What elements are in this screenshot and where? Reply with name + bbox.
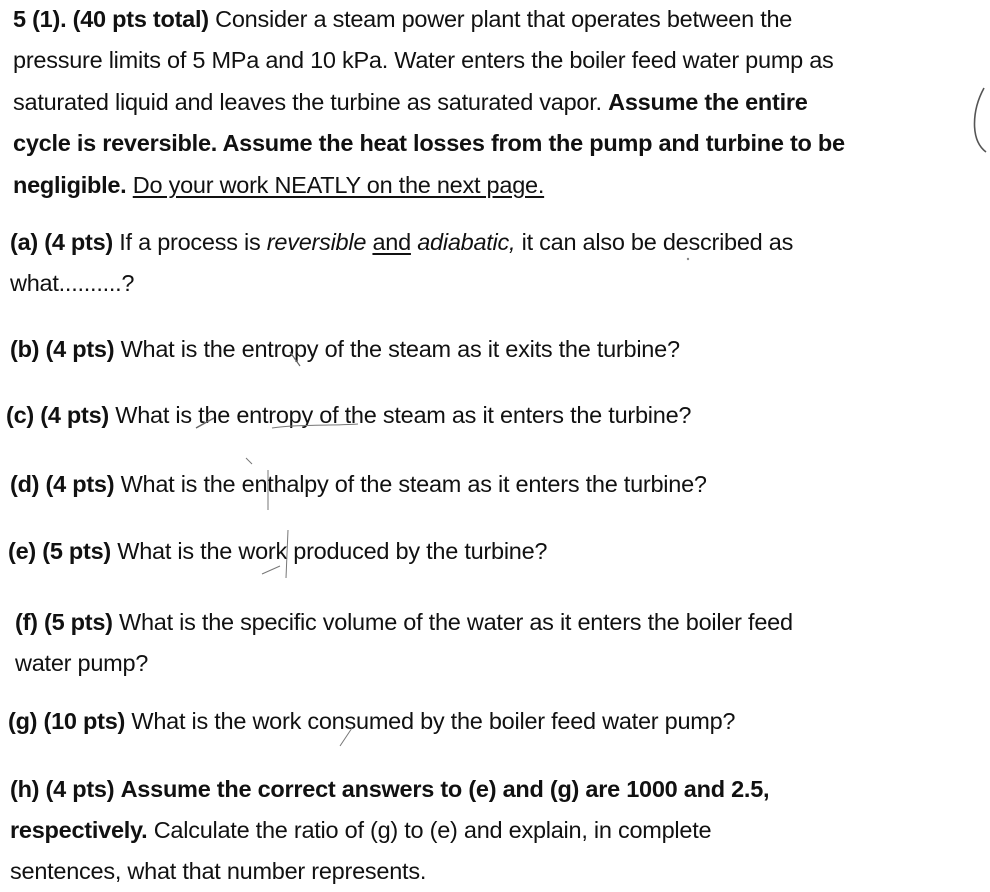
question-h-instruction: Calculate the ratio of (g) to (e) and explain, in complete xyxy=(153,817,712,843)
problem-number: 5 (1). xyxy=(13,6,67,32)
question-a-adiabatic: adiabatic, xyxy=(417,229,516,255)
intro-plain-text: saturated liquid and leaves the turbine as saturated vapor. xyxy=(13,89,602,115)
problem-intro-line2: pressure limits of 5 MPa and 10 kPa. Water enters the boiler feed water pump as xyxy=(13,47,834,73)
question-a-label: (a) (4 pts) xyxy=(10,229,113,255)
intro-instruction-underlined: Do your work NEATLY on the next page. xyxy=(132,172,545,198)
question-h-bold-text: Assume the correct answers to (e) and (g) are 1000 and 2.5, xyxy=(120,776,770,802)
question-h-line1 xyxy=(10,774,769,804)
problem-intro-line4 xyxy=(13,128,845,158)
question-a-reversible: reversible xyxy=(266,229,367,255)
problem-points: (40 pts total) xyxy=(72,6,209,32)
question-f-text: What is the specific volume of the water as it enters the boiler feed xyxy=(119,609,793,635)
question-e xyxy=(8,536,547,566)
problem-intro-line3 xyxy=(13,87,808,117)
question-h-label: (h) (4 pts) xyxy=(10,776,115,802)
intro-bold-assumptions: cycle is reversible. Assume the heat losses from the pump and turbine to be xyxy=(13,130,845,156)
question-c-label: (c) (4 pts) xyxy=(6,402,109,428)
question-c xyxy=(6,400,691,430)
question-h-line2 xyxy=(10,815,711,845)
margin-bracket-mark xyxy=(975,88,987,152)
question-a-text-after: it can also be described as xyxy=(521,229,794,255)
question-d xyxy=(10,469,707,499)
intro-bold-negligible: negligible. xyxy=(13,172,127,198)
question-h-respectively: respectively. xyxy=(10,817,148,843)
problem-intro-line5 xyxy=(13,170,544,200)
question-b-label: (b) (4 pts) xyxy=(10,336,115,362)
question-e-label: (e) (5 pts) xyxy=(8,538,111,564)
question-g xyxy=(8,706,735,736)
question-a-text-before: If a process is xyxy=(119,229,261,255)
question-d-label: (d) (4 pts) xyxy=(10,471,115,497)
question-f-label: (f) (5 pts) xyxy=(15,609,113,635)
question-f-line2: water pump? xyxy=(15,650,149,676)
question-a-line2: what..........? xyxy=(10,270,135,296)
question-c-text: What is the entropy of the steam as it enters the turbine? xyxy=(115,402,692,428)
question-g-text: What is the work consumed by the boiler feed water pump? xyxy=(131,708,736,734)
question-f-line1 xyxy=(15,607,793,637)
problem-intro-line1 xyxy=(13,4,792,34)
question-g-label: (g) (10 pts) xyxy=(8,708,126,734)
pencil-dot xyxy=(687,258,689,260)
question-a-line1 xyxy=(10,227,793,257)
intro-bold-text: Assume the entire xyxy=(608,89,808,115)
question-e-text: What is the work produced by the turbine? xyxy=(117,538,548,564)
problem-intro-text: Consider a steam power plant that operates between the xyxy=(215,6,793,32)
question-d-text: What is the enthalpy of the steam as it enters the turbine? xyxy=(120,471,707,497)
question-a-and: and xyxy=(372,229,411,255)
question-h-line3: sentences, what that number represents. xyxy=(10,858,427,884)
question-b xyxy=(10,334,680,364)
question-b-text: What is the entropy of the steam as it exits the turbine? xyxy=(120,336,680,362)
